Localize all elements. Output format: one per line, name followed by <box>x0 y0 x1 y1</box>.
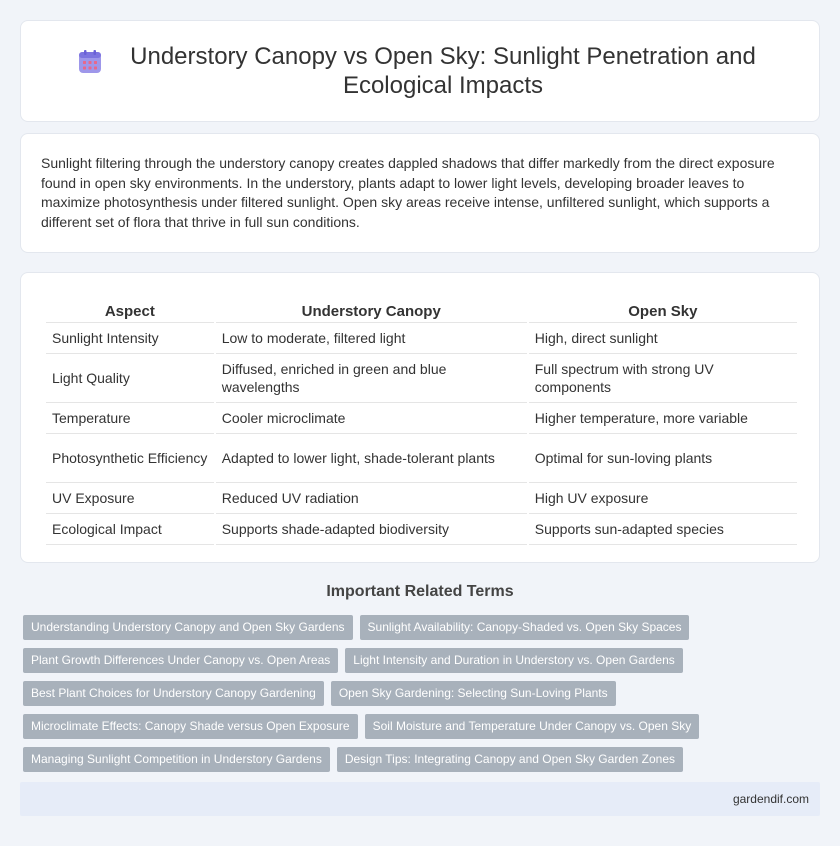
related-term-tag[interactable]: Microclimate Effects: Canopy Shade versus Open Exposure <box>23 714 358 739</box>
understory-cell: Cooler microclimate <box>216 403 527 434</box>
related-terms-heading: Important Related Terms <box>326 583 514 600</box>
table-header-row <box>46 295 797 323</box>
table-row <box>46 514 797 545</box>
open-sky-cell: High UV exposure <box>529 483 797 514</box>
understory-cell: Diffused, enriched in green and blue wavelengths <box>216 354 527 403</box>
tag-row <box>23 615 823 640</box>
related-term-tag[interactable]: Managing Sunlight Competition in Understory Gardens <box>23 747 330 772</box>
header-aspect: Aspect <box>46 295 214 323</box>
header-open-sky: Open Sky <box>529 295 797 323</box>
table-row <box>46 434 797 483</box>
related-term-tag[interactable]: Design Tips: Integrating Canopy and Open Sky Garden Zones <box>337 747 683 772</box>
related-term-tag[interactable]: Sunlight Availability: Canopy-Shaded vs. Open Sky Spaces <box>360 615 690 640</box>
footer-site-link[interactable]: gardendif.com <box>732 792 809 806</box>
tag-row <box>23 681 823 706</box>
table-row <box>46 403 797 434</box>
title-card <box>20 20 820 122</box>
tag-row <box>23 747 823 772</box>
open-sky-cell: Optimal for sun-loving plants <box>529 434 797 483</box>
table-row <box>46 483 797 514</box>
understory-cell: Reduced UV radiation <box>216 483 527 514</box>
title-wrap <box>21 42 819 100</box>
related-term-tag[interactable]: Best Plant Choices for Understory Canopy Gardening <box>23 681 324 706</box>
aspect-cell: Temperature <box>46 403 214 434</box>
aspect-cell: Photosynthetic Efficiency <box>46 434 214 483</box>
open-sky-cell: Full spectrum with strong UV components <box>529 354 797 403</box>
related-term-tag[interactable]: Plant Growth Differences Under Canopy vs. Open Areas <box>23 648 338 673</box>
open-sky-cell: Higher temperature, more variable <box>529 403 797 434</box>
footer <box>20 782 820 816</box>
table-row <box>46 354 797 403</box>
aspect-cell: UV Exposure <box>46 483 214 514</box>
intro-card <box>20 133 820 253</box>
understory-cell: Low to moderate, filtered light <box>216 323 527 354</box>
calendar-grid-icon <box>77 49 103 75</box>
comparison-table <box>44 295 799 545</box>
aspect-cell: Sunlight Intensity <box>46 323 214 354</box>
header-understory-canopy: Understory Canopy <box>216 295 527 323</box>
table-row <box>46 323 797 354</box>
intro-paragraph: Sunlight filtering through the understory canopy creates dappled shadows that differ markedly from the direct exposure found in open sky environments. In the understory, plants adapt to lower light levels, developing broader leaves to maximize photosynthesis under filtered sunlight. Open sky areas receive intense, unfiltered sunlight, which supports a different set of flora that thrive in full sun conditions. <box>41 155 775 230</box>
tag-row <box>23 648 823 673</box>
page-title: Understory Canopy vs Open Sky: Sunlight Penetration and Ecological Impacts <box>130 43 756 99</box>
comparison-table-card <box>20 272 820 563</box>
aspect-cell: Light Quality <box>46 354 214 403</box>
tag-row <box>23 714 823 739</box>
understory-cell: Adapted to lower light, shade-tolerant plants <box>216 434 527 483</box>
related-term-tag[interactable]: Light Intensity and Duration in Understory vs. Open Gardens <box>345 648 683 673</box>
related-term-tag[interactable]: Open Sky Gardening: Selecting Sun-Loving Plants <box>331 681 616 706</box>
related-terms-list <box>23 615 823 780</box>
open-sky-cell: Supports sun-adapted species <box>529 514 797 545</box>
open-sky-cell: High, direct sunlight <box>529 323 797 354</box>
aspect-cell: Ecological Impact <box>46 514 214 545</box>
understory-cell: Supports shade-adapted biodiversity <box>216 514 527 545</box>
related-term-tag[interactable]: Understanding Understory Canopy and Open Sky Gardens <box>23 615 353 640</box>
related-term-tag[interactable]: Soil Moisture and Temperature Under Canopy vs. Open Sky <box>365 714 700 739</box>
